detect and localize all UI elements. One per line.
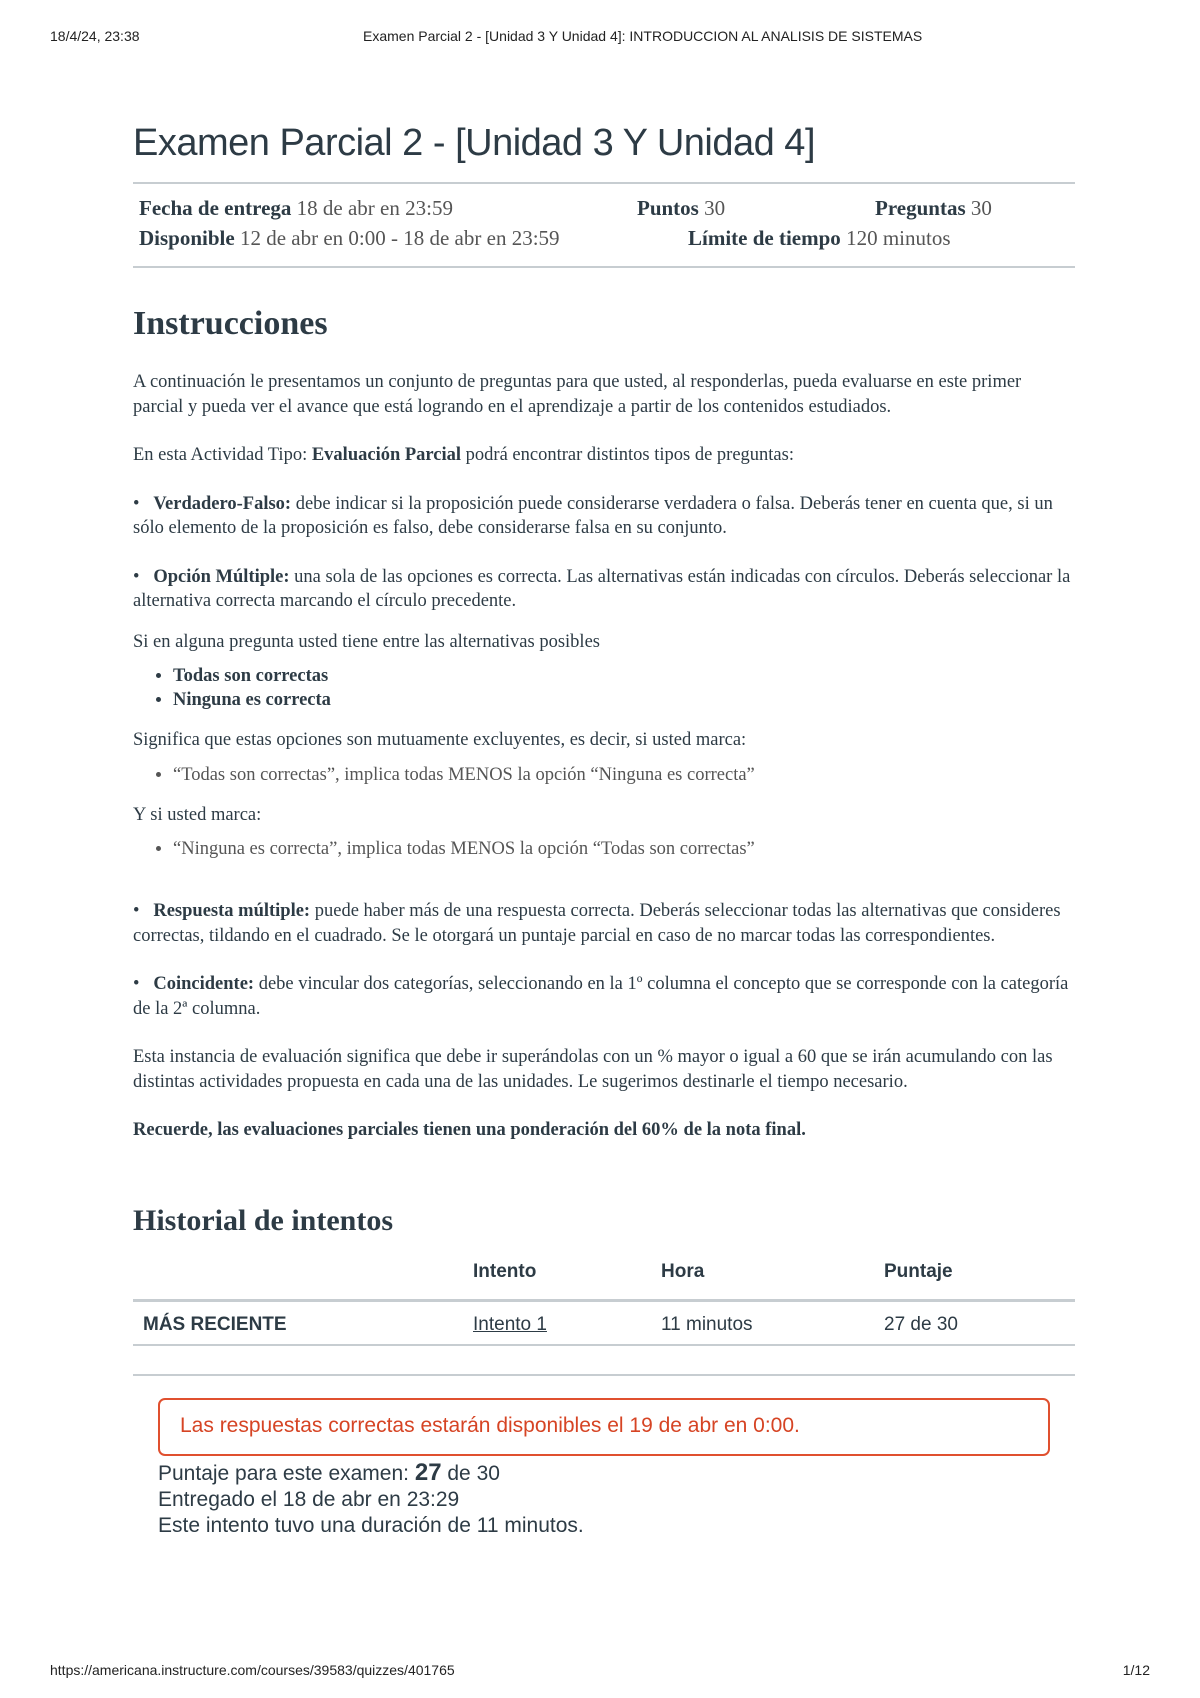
list-item	[173, 664, 1075, 688]
exclusive-intro: Significa que estas opciones son mutuamente excluyentes, es decir, si usted marca:	[133, 730, 747, 750]
points-value: 30	[704, 196, 726, 220]
due-date-value: 18 de abr en 23:59	[296, 196, 453, 220]
availability	[139, 226, 560, 251]
multiple-choice-text: una sola de las opciones es correcta. Las alternativas están indicadas con círculos. Deberás seleccionar la alternativa correcta marcando el círculo precedente.	[133, 566, 1071, 611]
remember-paragraph	[133, 1118, 1075, 1143]
instance-paragraph: Esta instancia de evaluación significa que debe ir superándolas con un % mayor o igual a 60 que se irán acumulando con las distintas actividades propuesta en cada una de las unidades. Le sugerimos destinarle el tiempo necesario.	[133, 1047, 1053, 1092]
column-header-attempt: Intento	[473, 1260, 537, 1282]
column-header-score: Puntaje	[884, 1260, 953, 1282]
list-item	[173, 688, 1075, 712]
activity-type-bold: Evaluación Parcial	[311, 445, 462, 465]
multiple-choice-paragraph	[133, 565, 1075, 614]
alternative-none-correct: Ninguna es correcta	[173, 690, 331, 710]
attempt-time: 11 minutos	[661, 1313, 753, 1335]
matching-paragraph	[133, 972, 1075, 1021]
bullet-glyph: •	[133, 493, 140, 514]
true-false-text: debe indicar si la proposición puede considerarse verdadera o falsa. Deberás tener en cuenta que, si un sólo elemento de la proposición es falso, debe considerarse falsa en su conjunto.	[133, 493, 1053, 538]
bullet-glyph: •	[133, 974, 140, 994]
main-content	[133, 118, 1075, 1539]
score-line	[158, 1460, 1075, 1487]
multiple-choice-label: Opción Múltiple:	[153, 566, 290, 587]
table-row	[133, 1302, 1075, 1346]
instructions-heading: Instrucciones	[133, 305, 328, 342]
availability-value: 12 de abr en 0:00 - 18 de abr en 23:59	[239, 226, 560, 250]
print-datetime: 18/4/24, 23:38	[50, 28, 140, 44]
availability-label: Disponible	[139, 226, 235, 250]
page-number: 1/12	[1122, 1662, 1150, 1678]
questions-label: Preguntas	[875, 196, 966, 220]
attempt-history-table	[133, 1255, 1075, 1346]
matching-label: Coincidente:	[153, 974, 255, 994]
submitted-line: Entregado el 18 de abr en 23:29	[158, 1487, 460, 1511]
alternative-all-correct: Todas son correctas	[173, 666, 329, 686]
due-date-label: Fecha de entrega	[139, 196, 292, 220]
row-label: MÁS RECIENTE	[143, 1313, 287, 1335]
bullet-glyph: •	[133, 566, 140, 587]
attempt-history-heading: Historial de intentos	[133, 1203, 393, 1237]
multiple-answer-paragraph	[133, 899, 1075, 948]
activity-type-text-end: podrá encontrar distintos tipos de preguntas:	[461, 445, 794, 465]
due-date	[139, 196, 453, 221]
print-url: https://americana.instructure.com/courses/39583/quizzes/401765	[50, 1662, 455, 1678]
true-false-paragraph	[133, 492, 1075, 541]
alternatives-list	[133, 664, 1075, 712]
points-label: Puntos	[637, 196, 699, 220]
score-total: de 30	[441, 1461, 500, 1485]
exclusive-list-1	[133, 763, 1075, 787]
attempt-link[interactable]: Intento 1	[473, 1313, 547, 1335]
alternatives-intro: Si en alguna pregunta usted tiene entre las alternativas posibles	[133, 631, 600, 652]
activity-type-text: En esta Actividad Tipo:	[133, 445, 312, 465]
instructions-body	[133, 370, 1075, 1143]
column-header-time: Hora	[661, 1260, 705, 1282]
page-title: Examen Parcial 2 - [Unidad 3 Y Unidad 4]	[133, 122, 815, 164]
print-document-title: Examen Parcial 2 - [Unidad 3 Y Unidad 4]: INTRODUCCION AL ANALISIS DE SISTEMAS	[363, 28, 923, 44]
attempt-score: 27 de 30	[884, 1313, 958, 1335]
questions-value: 30	[970, 196, 992, 220]
questions	[875, 196, 992, 221]
table-header	[133, 1255, 1075, 1302]
intro-paragraph: A continuación le presentamos un conjunto de preguntas para que usted, al responderlas, pueda evaluarse en este primer parcial y pueda ver el avance que está logrando en el aprendizaje a partir de los contenidos estudiados.	[133, 372, 1022, 417]
divider	[133, 1374, 1075, 1376]
score-value: 27	[414, 1458, 442, 1486]
activity-type-paragraph	[133, 443, 1075, 468]
points	[637, 196, 725, 221]
multiple-answer-label: Respuesta múltiple:	[153, 901, 311, 921]
true-false-label: Verdadero-Falso:	[153, 493, 292, 514]
list-item: • “Ninguna es correcta”, implica todas MENOS la opción “Todas son correctas”	[173, 837, 1075, 861]
quiz-details	[133, 182, 1075, 268]
remember-text: Recuerde, las evaluaciones parciales tienen una ponderación del 60% de la nota final.	[133, 1120, 806, 1140]
time-limit-label: Límite de tiempo	[688, 226, 841, 250]
score-summary	[158, 1460, 1075, 1539]
duration-line: Este intento tuvo una duración de 11 minutos.	[158, 1513, 584, 1537]
and-if-text: Y si usted marca:	[133, 804, 262, 825]
time-limit-value: 120 minutos	[846, 226, 951, 250]
multiple-answer-text: puede haber más de una respuesta correcta. Deberás seleccionar todas las alternativas que consideres correctas, tildando en el cuadrado. Se le otorgará un puntaje parcial en caso de no marcar todas las correspondientes.	[133, 901, 1061, 946]
score-label: Puntaje para este examen:	[158, 1461, 415, 1485]
list-item: • “Todas son correctas”, implica todas MENOS la opción “Ninguna es correcta”	[173, 763, 1075, 787]
answers-availability-notice: Las respuestas correctas estarán disponibles el 19 de abr en 0:00.	[158, 1398, 1050, 1456]
bullet-glyph: •	[133, 901, 140, 921]
time-limit	[688, 226, 951, 251]
exclusive-list-2	[133, 837, 1075, 861]
matching-text: debe vincular dos categorías, seleccionando en la 1º columna el concepto que se corresponde con la categoría de la 2ª columna.	[133, 974, 1069, 1019]
